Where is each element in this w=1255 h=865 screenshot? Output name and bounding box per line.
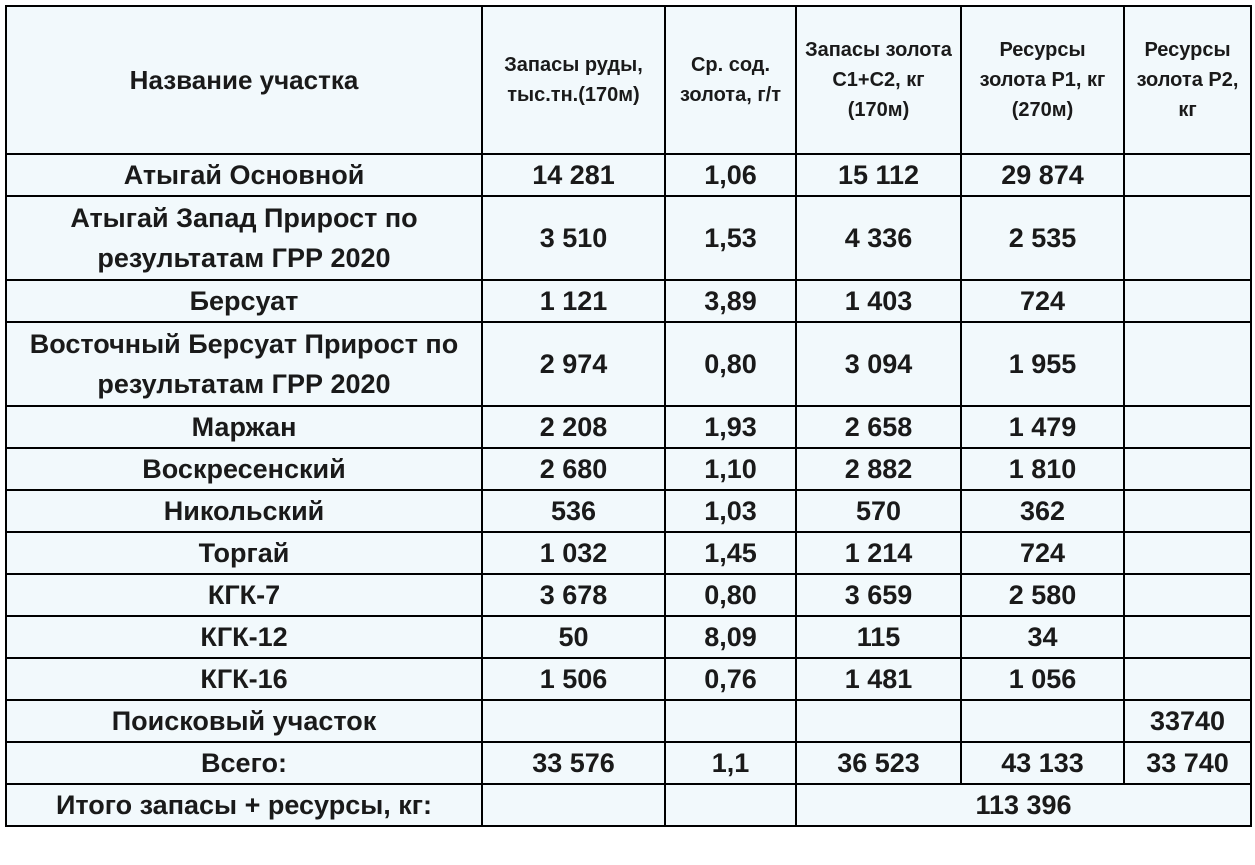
resources-p1-cell: 1 810 bbox=[961, 448, 1124, 490]
site-name-cell: Всего: bbox=[6, 742, 482, 784]
table-body bbox=[6, 154, 1251, 784]
resources-p1-cell: 43 133 bbox=[961, 742, 1124, 784]
site-name-cell: Торгай bbox=[6, 532, 482, 574]
avg-grade-cell: 1,45 bbox=[665, 532, 796, 574]
site-name-cell: Берсуат bbox=[6, 280, 482, 322]
avg-grade-cell: 3,89 bbox=[665, 280, 796, 322]
ore-reserves-cell: 33 576 bbox=[482, 742, 665, 784]
header-avg-gold-grade: Ср. сод. золота, г/т bbox=[665, 6, 796, 154]
resources-p1-cell: 1 955 bbox=[961, 322, 1124, 406]
site-name-cell: Никольский bbox=[6, 490, 482, 532]
ore-reserves-cell: 50 bbox=[482, 616, 665, 658]
table-row bbox=[6, 154, 1251, 196]
total-label: Итого запасы + ресурсы, кг: bbox=[6, 784, 482, 826]
table-row bbox=[6, 742, 1251, 784]
ore-reserves-cell: 1 121 bbox=[482, 280, 665, 322]
resources-p2-cell: 33 740 bbox=[1124, 742, 1251, 784]
avg-grade-cell bbox=[665, 700, 796, 742]
resources-p2-cell bbox=[1124, 532, 1251, 574]
table-row bbox=[6, 574, 1251, 616]
total-row bbox=[6, 784, 1251, 826]
table-row bbox=[6, 700, 1251, 742]
table-row bbox=[6, 616, 1251, 658]
ore-reserves-cell: 2 974 bbox=[482, 322, 665, 406]
avg-grade-cell: 0,80 bbox=[665, 322, 796, 406]
avg-grade-cell: 1,03 bbox=[665, 490, 796, 532]
resources-p2-cell bbox=[1124, 196, 1251, 280]
total-empty-cell bbox=[665, 784, 796, 826]
resources-p1-cell: 29 874 bbox=[961, 154, 1124, 196]
resources-p2-cell bbox=[1124, 322, 1251, 406]
resources-p2-cell bbox=[1124, 448, 1251, 490]
resources-p1-cell bbox=[961, 700, 1124, 742]
header-gold-resources-p1: Ресурсы золота Р1, кг (270м) bbox=[961, 6, 1124, 154]
site-name-cell: Поисковый участок bbox=[6, 700, 482, 742]
table-row bbox=[6, 448, 1251, 490]
gold-reserves-cell: 2 882 bbox=[796, 448, 961, 490]
ore-reserves-cell: 1 032 bbox=[482, 532, 665, 574]
ore-reserves-cell: 3 678 bbox=[482, 574, 665, 616]
resources-p1-cell: 2 580 bbox=[961, 574, 1124, 616]
ore-reserves-cell: 2 680 bbox=[482, 448, 665, 490]
resources-p2-cell bbox=[1124, 280, 1251, 322]
resources-p1-cell: 1 479 bbox=[961, 406, 1124, 448]
avg-grade-cell: 1,10 bbox=[665, 448, 796, 490]
avg-grade-cell: 1,06 bbox=[665, 154, 796, 196]
gold-reserves-cell: 115 bbox=[796, 616, 961, 658]
gold-reserves-cell: 4 336 bbox=[796, 196, 961, 280]
gold-reserves-cell: 1 481 bbox=[796, 658, 961, 700]
table-row bbox=[6, 406, 1251, 448]
avg-grade-cell: 0,76 bbox=[665, 658, 796, 700]
table-row bbox=[6, 280, 1251, 322]
site-name-cell: КГК-7 bbox=[6, 574, 482, 616]
site-name-cell: Маржан bbox=[6, 406, 482, 448]
resources-p1-cell: 2 535 bbox=[961, 196, 1124, 280]
gold-reserves-cell: 1 214 bbox=[796, 532, 961, 574]
header-row bbox=[6, 6, 1251, 154]
site-name-cell: КГК-16 bbox=[6, 658, 482, 700]
gold-reserves-cell: 15 112 bbox=[796, 154, 961, 196]
ore-reserves-cell: 3 510 bbox=[482, 196, 665, 280]
resources-p2-cell bbox=[1124, 616, 1251, 658]
total-value: 113 396 bbox=[796, 784, 1251, 826]
avg-grade-cell: 1,93 bbox=[665, 406, 796, 448]
table-row bbox=[6, 490, 1251, 532]
gold-reserves-cell: 3 659 bbox=[796, 574, 961, 616]
table-container bbox=[5, 5, 1252, 827]
resources-p2-cell bbox=[1124, 658, 1251, 700]
avg-grade-cell: 1,1 bbox=[665, 742, 796, 784]
site-name-cell: Атыгай Запад Прирост по результатам ГРР 2020 bbox=[6, 196, 482, 280]
site-name-cell: КГК-12 bbox=[6, 616, 482, 658]
site-name-cell: Воскресенский bbox=[6, 448, 482, 490]
total-empty-cell bbox=[482, 784, 665, 826]
ore-reserves-cell: 14 281 bbox=[482, 154, 665, 196]
resources-p2-cell: 33740 bbox=[1124, 700, 1251, 742]
site-name-cell: Атыгай Основной bbox=[6, 154, 482, 196]
ore-reserves-cell: 1 506 bbox=[482, 658, 665, 700]
resources-p2-cell bbox=[1124, 406, 1251, 448]
gold-reserves-cell: 2 658 bbox=[796, 406, 961, 448]
header-site-name: Название участка bbox=[6, 6, 482, 154]
ore-reserves-cell: 2 208 bbox=[482, 406, 665, 448]
resources-p2-cell bbox=[1124, 490, 1251, 532]
ore-reserves-cell bbox=[482, 700, 665, 742]
gold-reserves-cell: 3 094 bbox=[796, 322, 961, 406]
gold-reserves-cell: 1 403 bbox=[796, 280, 961, 322]
resources-p1-cell: 724 bbox=[961, 532, 1124, 574]
gold-reserves-cell: 570 bbox=[796, 490, 961, 532]
resources-p1-cell: 724 bbox=[961, 280, 1124, 322]
resources-p1-cell: 34 bbox=[961, 616, 1124, 658]
header-gold-reserves: Запасы золота С1+С2, кг (170м) bbox=[796, 6, 961, 154]
site-name-cell: Восточный Берсуат Прирост по результатам ГРР 2020 bbox=[6, 322, 482, 406]
ore-reserves-cell: 536 bbox=[482, 490, 665, 532]
table-row bbox=[6, 532, 1251, 574]
resources-p2-cell bbox=[1124, 154, 1251, 196]
gold-reserves-cell: 36 523 bbox=[796, 742, 961, 784]
table-row bbox=[6, 658, 1251, 700]
resources-p1-cell: 362 bbox=[961, 490, 1124, 532]
avg-grade-cell: 1,53 bbox=[665, 196, 796, 280]
avg-grade-cell: 8,09 bbox=[665, 616, 796, 658]
header-ore-reserves: Запасы руды, тыс.тн.(170м) bbox=[482, 6, 665, 154]
avg-grade-cell: 0,80 bbox=[665, 574, 796, 616]
resources-p1-cell: 1 056 bbox=[961, 658, 1124, 700]
resources-p2-cell bbox=[1124, 574, 1251, 616]
gold-reserves-table bbox=[5, 5, 1252, 827]
gold-reserves-cell bbox=[796, 700, 961, 742]
header-gold-resources-p2: Ресурсы золота Р2, кг bbox=[1124, 6, 1251, 154]
table-row bbox=[6, 322, 1251, 406]
table-row bbox=[6, 196, 1251, 280]
